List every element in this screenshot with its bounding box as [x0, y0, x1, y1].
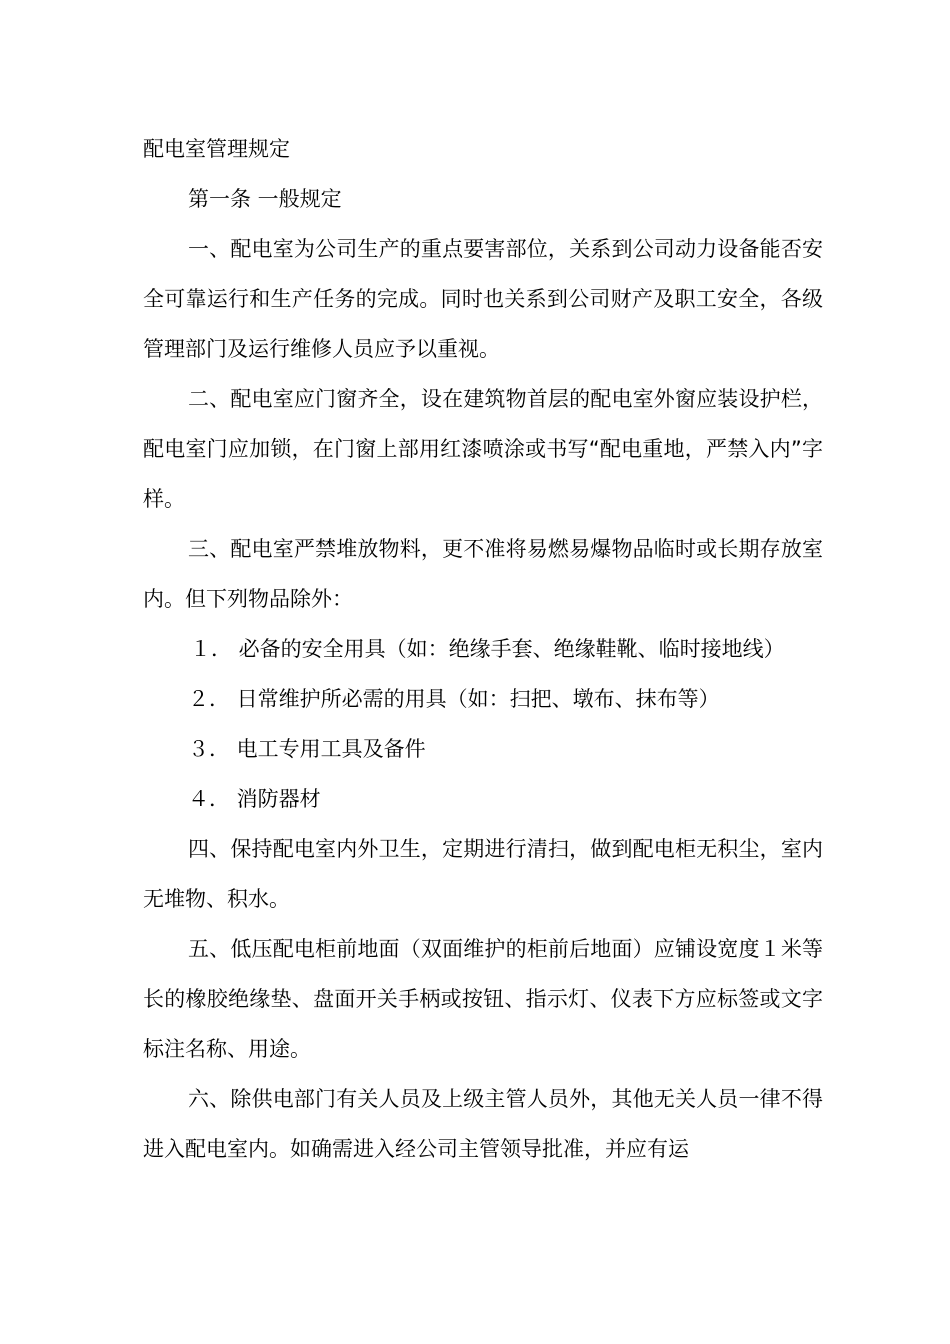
paragraph: 四、保持配电室内外卫生，定期进行清扫，做到配电柜无积尘，室内无堆物、积水。	[143, 837, 823, 911]
paragraph: 二、配电室应门窗齐全，设在建筑物首层的配电室外窗应装设护栏，配电室门应加锁，在门窗上部用红漆喷涂或书写“配电重地，严禁入内”字样。	[143, 387, 823, 511]
list-item: ４． 消防器材	[188, 787, 321, 811]
document-title: 配电室管理规定	[143, 137, 290, 161]
list-item: ３． 电工专用工具及备件	[188, 737, 426, 761]
paragraph: 五、低压配电柜前地面（双面维护的柜前后地面）应铺设宽度１米等长的橡胶绝缘垫、盘面开关手柄或按钮、指示灯、仪表下方应标签或文字标注名称、用途。	[143, 937, 823, 1061]
list-item: １． 必备的安全用具（如：绝缘手套、绝缘鞋靴、临时接地线）	[190, 637, 785, 661]
section-heading: 第一条 一般规定	[188, 187, 342, 211]
paragraph: 六、除供电部门有关人员及上级主管人员外，其他无关人员一律不得进入配电室内。如确需进入经公司主管领导批准，并应有运	[143, 1087, 823, 1161]
document-body	[143, 124, 823, 1174]
list-item: ２． 日常维护所必需的用具（如：扫把、墩布、抹布等）	[188, 687, 720, 711]
paragraph: 一、配电室为公司生产的重点要害部位，关系到公司动力设备能否安全可靠运行和生产任务的完成。同时也关系到公司财产及职工安全，各级管理部门及运行维修人员应予以重视。	[143, 237, 823, 361]
paragraph: 三、配电室严禁堆放物料，更不准将易燃易爆物品临时或长期存放室内。但下列物品除外：	[143, 537, 823, 611]
